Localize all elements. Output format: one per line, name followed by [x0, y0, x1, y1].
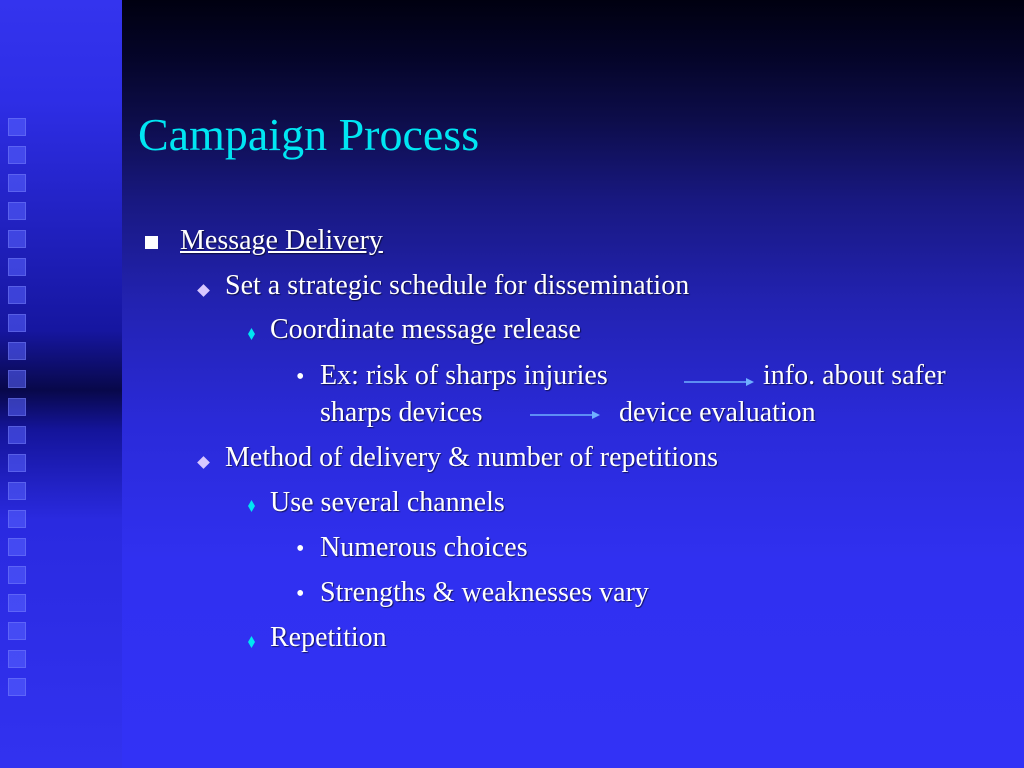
example-effect-text: info. about safer	[763, 360, 946, 391]
outline-level2-item: Set a strategic schedule for dissemination	[225, 270, 690, 301]
example-cause-text: Ex: risk of sharps injuries	[320, 360, 608, 391]
outline-level3-item: Coordinate message release	[270, 314, 581, 345]
outline-level4-item: Numerous choices	[320, 532, 528, 563]
outline-level2-item: Method of delivery & number of repetitions	[225, 442, 718, 473]
right-arrow-icon	[684, 376, 754, 388]
slide-title: Campaign Process	[138, 109, 480, 160]
outline-level4-item: Strengths & weaknesses vary	[320, 577, 649, 608]
dot-bullet-icon: •	[296, 536, 305, 562]
diamond-bullet-icon	[197, 456, 210, 469]
right-arrow-icon	[530, 409, 600, 421]
example-effect-text-2: device evaluation	[619, 397, 816, 428]
square-bullet-icon	[145, 236, 158, 249]
dot-bullet-icon: •	[296, 364, 305, 390]
cyan-diamond-bullet-icon	[248, 636, 255, 646]
cyan-diamond-bullet-icon	[248, 500, 255, 510]
dot-bullet-icon: •	[296, 581, 305, 607]
outline-level3-item: Repetition	[270, 622, 387, 653]
diamond-bullet-icon	[197, 284, 210, 297]
cyan-diamond-bullet-icon	[248, 328, 255, 338]
outline-level3-item: Use several channels	[270, 487, 505, 518]
example-cause-text-2: sharps devices	[320, 397, 483, 428]
outline-level1-heading: Message Delivery	[180, 225, 383, 256]
